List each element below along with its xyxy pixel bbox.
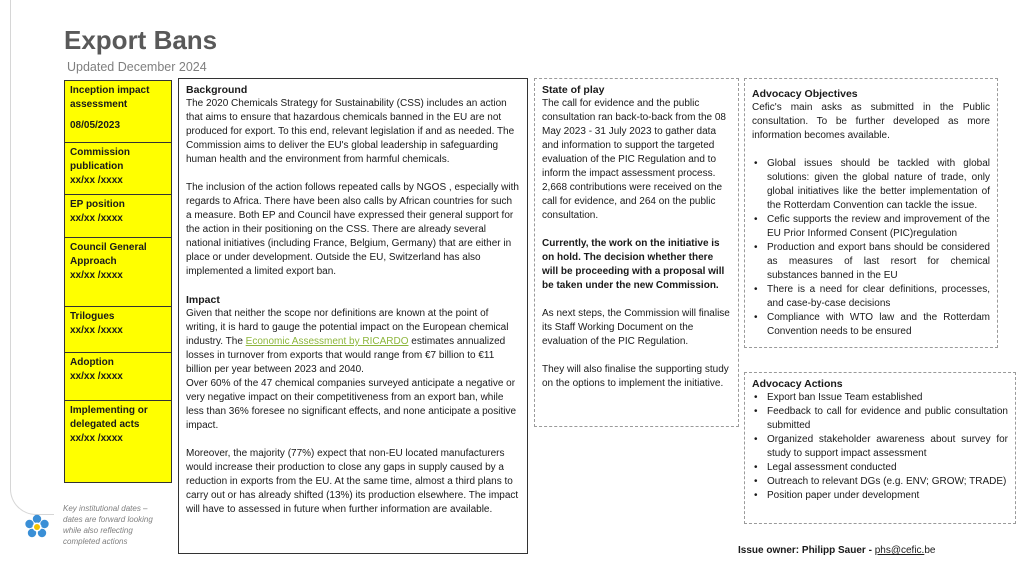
timeline-date: xx/xx /xxxx [70, 325, 123, 336]
timeline-item [65, 81, 171, 143]
state-status-paragraph: Currently, the work on the initiative is on hold. The decision whether there will be proceeding with a proposal will be taken under the new Commission. [542, 238, 725, 291]
timeline-item [65, 353, 171, 401]
timeline-date: xx/xx /xxxx [70, 270, 123, 281]
advocacy-actions-panel [744, 372, 1016, 524]
timeline-item [65, 143, 171, 195]
list-item: • Compliance with WTO law and the Rotterdam Convention needs to be ensured [752, 311, 990, 339]
timeline-date: xx/xx /xxxx [70, 175, 123, 186]
timeline-footnote: Key institutional dates – dates are forward looking while also reflecting completed actions [63, 504, 153, 546]
background-panel [178, 78, 528, 554]
slide-frame-line [10, 0, 54, 515]
page-subtitle: Updated December 2024 [67, 60, 207, 74]
objectives-heading: Advocacy Objectives [752, 88, 858, 100]
impact-paragraph [186, 307, 520, 377]
list-item: • Organized stakeholder awareness about survey for study to support impact assessment [752, 433, 1008, 461]
list-item: • Global issues should be tackled with global solutions: given the global nature of trade, only global initiatives like the better implementation of the Rotterdam Convention can tackle the issue. [752, 157, 990, 213]
timeline-item [65, 195, 171, 238]
timeline-label: Trilogues [70, 311, 115, 322]
timeline-item [65, 238, 171, 307]
timeline-date: xx/xx /xxxx [70, 433, 123, 444]
state-paragraph: They will also finalise the supporting study on the options to implement the initiative. [542, 364, 729, 389]
background-paragraph: The 2020 Chemicals Strategy for Sustainability (CSS) includes an action that aims to ensure that hazardous chemicals banned in the EU are not produced for export. To this end, relevant legislation if and as needed. The Commission aims to deliver the EU's global leadership in safeguarding human health and the environment from harmful chemicals. [186, 98, 515, 165]
timeline-label: Implementing or delegated acts [70, 405, 148, 430]
timeline-item [65, 307, 171, 353]
timeline [64, 80, 172, 483]
state-paragraph: The call for evidence and the public consultation ran back-to-back from the 08 May 2023 - 31 July 2023 to gather data and information to support the targeted evaluation of the PIC Regulation and to inform the impact assessment process. 2,668 contributions were received on the call for evidence, and 264 on the public consultation. [542, 98, 726, 221]
ricardo-assessment-link[interactable]: Economic Assessment by RICARDO [245, 336, 409, 347]
impact-text: Given that neither the scope nor definitions are known at the point of writing, it is hard to gauge the potential impact on the European chemical industry. The [186, 308, 509, 347]
list-item: • Legal assessment conducted [752, 461, 1008, 475]
issue-owner-email-link[interactable]: phs@cefic. [874, 545, 925, 556]
impact-paragraph: Moreover, the majority (77%) expect that non-EU located manufacturers would increase their production to close any gaps in supply caused by a reduction in exports from the EU. At the same time, almost a third plans to carry out or has already shifted (13%) its production elsewhere. The impact will have to assessed in future when further information are available. [186, 448, 519, 515]
state-heading: State of play [542, 84, 605, 96]
state-of-play-panel [534, 78, 739, 427]
timeline-label: Adoption [70, 357, 114, 368]
timeline-item [65, 401, 171, 449]
list-item: • Production and export bans should be considered as measures of last resort for chemical substances banned in the EU [752, 241, 990, 283]
background-paragraph: The inclusion of the action follows repeated calls by NGOS , especially with regards to Africa. There have been also calls by African countries for such a measure. Both EP and Council have expressed their general support for the action in their positioning on the CSS. There are already several national initiatives (including France, Belgium, Germany) that are either in place or under development. Outside the EU, Switzerland has also implemented a limited export ban. [186, 182, 519, 277]
page-title: Export Bans [64, 25, 218, 55]
timeline-label: Commission publication [70, 147, 131, 172]
timeline-date: xx/xx /xxxx [70, 213, 123, 224]
list-item: • Export ban Issue Team established [752, 391, 1008, 405]
list-item: • Cefic supports the review and improvement of the EU Prior Informed Consent (PIC)regulation [752, 213, 990, 241]
advocacy-objectives-panel [744, 78, 998, 348]
impact-paragraph: Over 60% of the 47 chemical companies surveyed anticipate a negative or very negative impact on their competitiveness from an export ban, while less than 36% foresee no significant effects, and none anticipate a positive impact. [186, 378, 517, 431]
timeline-date: 08/05/2023 [70, 120, 121, 131]
list-item: • Feedback to call for evidence and public consultation submitted [752, 405, 1008, 433]
actions-list [752, 391, 1008, 503]
timeline-date: xx/xx /xxxx [70, 371, 123, 382]
issue-owner-label: Issue owner: Philipp Sauer - [738, 545, 875, 556]
actions-heading: Advocacy Actions [752, 378, 843, 390]
list-item: • There is a need for clear definitions, processes, and case-by-case decisions [752, 283, 990, 311]
impact-text: estimates annualized losses in turnover from exports that would range from €7 billion to €11 billion per year between 2023 and 2040. [186, 336, 506, 375]
issue-owner [738, 545, 935, 556]
list-item: • Position paper under development [752, 489, 1008, 503]
cefic-logo-icon [24, 514, 50, 540]
objectives-list [752, 157, 990, 339]
timeline-label: Inception impact assessment [70, 85, 150, 110]
background-heading: Background [186, 84, 248, 96]
timeline-label: Council General Approach [70, 242, 147, 267]
timeline-label: EP position [70, 199, 125, 210]
state-paragraph: As next steps, the Commission will finalise its Staff Working Document on the evaluation of the PIC Regulation. [542, 308, 730, 347]
objectives-intro: Cefic's main asks as submitted in the Public consultation. To be further developed as more information becomes available. [752, 102, 990, 141]
list-item: • Outreach to relevant DGs (e.g. ENV; GROW; TRADE) [752, 475, 1008, 489]
impact-heading: Impact [186, 294, 220, 306]
issue-owner-email-tail: be [924, 545, 936, 556]
